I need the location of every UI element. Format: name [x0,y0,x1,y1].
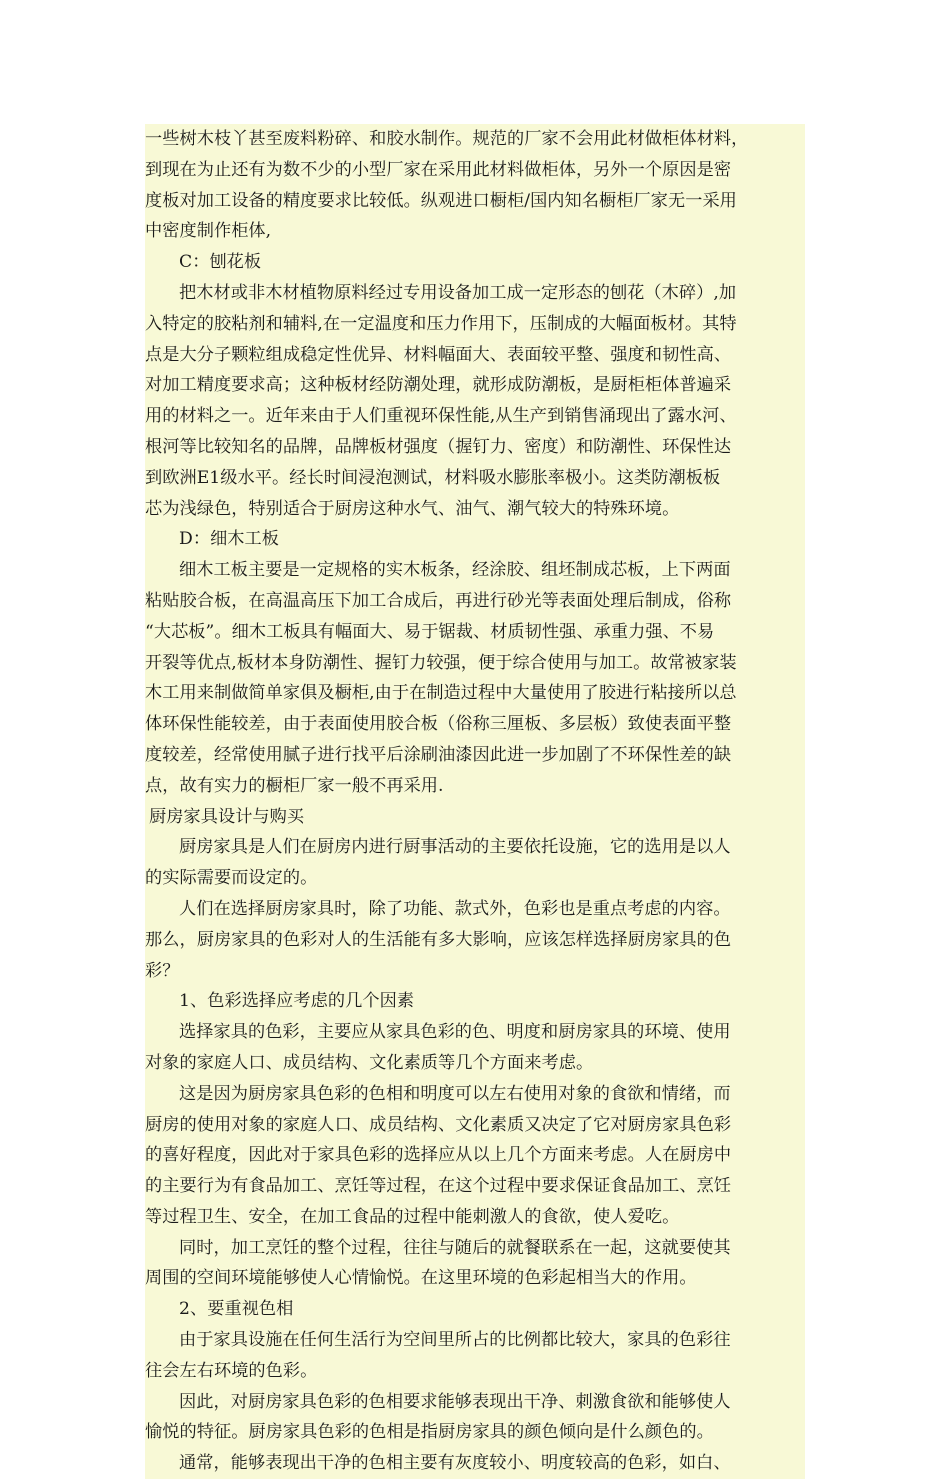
text-line: 人们在选择厨房家具时，除了功能、款式外，色彩也是重点考虑的内容。 [145,894,805,925]
text-line: 细木工板主要是一定规格的实木板条，经涂胶、组坯制成芯板，上下两面 [145,555,805,586]
text-line: 的实际需要而设定的。 [145,863,805,894]
text-line: 的喜好程度，因此对于家具色彩的选择应从以上几个方面来考虑。人在厨房中 [145,1140,805,1171]
text-line: 因此，对厨房家具色彩的色相要求能够表现出干净、刺激食欲和能够使人 [145,1387,805,1418]
text-line: 一些树木枝丫甚至废料粉碎、和胶水制作。规范的厂家不会用此材做柜体材料， [145,124,805,155]
text-line: 厨房家具设计与购买 [145,802,805,833]
text-line: 木工用来制做简单家俱及橱柜,由于在制造过程中大量使用了胶进行粘接所以总 [145,678,805,709]
text-line: 往会左右环境的色彩。 [145,1356,805,1387]
text-line: 彩？ [145,956,805,987]
text-line: 这是因为厨房家具色彩的色相和明度可以左右使用对象的食欲和情绪，而 [145,1079,805,1110]
text-line: 到现在为止还有为数不少的小型厂家在采用此材料做柜体，另外一个原因是密 [145,155,805,186]
text-line: 厨房家具是人们在厨房内进行厨事活动的主要依托设施，它的选用是以人 [145,832,805,863]
text-line: C：刨花板 [145,247,805,278]
text-line: 选择家具的色彩，主要应从家具色彩的色、明度和厨房家具的环境、使用 [145,1017,805,1048]
text-line: “大芯板”。细木工板具有幅面大、易于锯裁、材质韧性强、承重力强、不易 [145,617,805,648]
text-line: 那么，厨房家具的色彩对人的生活能有多大影响，应该怎样选择厨房家具的色 [145,925,805,956]
text-line: 芯为浅绿色，特别适合于厨房这种水气、油气、潮气较大的特殊环境。 [145,494,805,525]
text-line: 把木材或非木材植物原料经过专用设备加工成一定形态的刨花（木碎）,加 [145,278,805,309]
text-line: 中密度制作柜体, [145,216,805,247]
text-line: 体环保性能较差，由于表面使用胶合板（俗称三厘板、多层板）致使表面平整 [145,709,805,740]
document-page [145,124,805,1479]
text-line: 到欧洲E1级水平。经长时间浸泡测试，材料吸水膨胀率极小。这类防潮板板 [145,463,805,494]
text-line: 的主要行为有食品加工、烹饪等过程，在这个过程中要求保证食品加工、烹饪 [145,1171,805,1202]
text-line: 2、要重视色相 [145,1294,805,1325]
text-line: 度板对加工设备的精度要求比较低。纵观进口橱柜/国内知名橱柜厂家无一采用 [145,186,805,217]
text-line: 周围的空间环境能够使人心情愉悦。在这里环境的色彩起相当大的作用。 [145,1263,805,1294]
text-line: 同时，加工烹饪的整个过程，往往与随后的就餐联系在一起，这就要使其 [145,1233,805,1264]
text-line: 度较差，经常使用腻子进行找平后涂刷油漆因此进一步加剧了不环保性差的缺 [145,740,805,771]
text-line: 愉悦的特征。厨房家具色彩的色相是指厨房家具的颜色倾向是什么颜色的。 [145,1417,805,1448]
text-line: 入特定的胶粘剂和辅料,在一定温度和压力作用下，压制成的大幅面板材。其特 [145,309,805,340]
text-line: 对加工精度要求高；这种板材经防潮处理，就形成防潮板，是厨柜柜体普遍采 [145,370,805,401]
text-line: 点，故有实力的橱柜厂家一般不再采用. [145,771,805,802]
text-line: 根河等比较知名的品牌，品牌板材强度（握钉力、密度）和防潮性、环保性达 [145,432,805,463]
text-line: 对象的家庭人口、成员结构、文化素质等几个方面来考虑。 [145,1048,805,1079]
text-line: 点是大分子颗粒组成稳定性优异、材料幅面大、表面较平整、强度和韧性高、 [145,340,805,371]
text-line: 开裂等优点,板材本身防潮性、握钉力较强，便于综合使用与加工。故常被家装 [145,648,805,679]
text-line: 由于家具设施在任何生活行为空间里所占的比例都比较大，家具的色彩往 [145,1325,805,1356]
text-line: 等过程卫生、安全，在加工食品的过程中能刺激人的食欲，使人爱吃。 [145,1202,805,1233]
text-line: 用的材料之一。近年来由于人们重视环保性能,从生产到销售涌现出了露水河、 [145,401,805,432]
text-line: 1、色彩选择应考虑的几个因素 [145,986,805,1017]
text-line: 厨房的使用对象的家庭人口、成员结构、文化素质又决定了它对厨房家具色彩 [145,1110,805,1141]
text-line: D：细木工板 [145,524,805,555]
text-line: 粘贴胶合板，在高温高压下加工合成后，再进行砂光等表面处理后制成，俗称 [145,586,805,617]
text-line: 通常，能够表现出干净的色相主要有灰度较小、明度较高的色彩，如白、 [145,1448,805,1479]
